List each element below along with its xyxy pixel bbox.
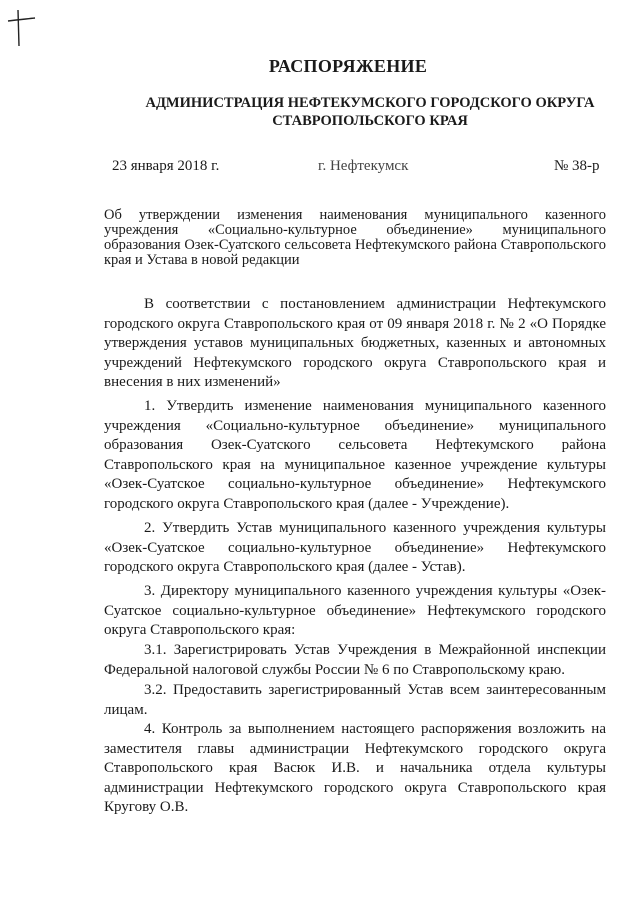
organization-line-1: АДМИНИСТРАЦИЯ НЕФТЕКУМСКОГО ГОРОДСКОГО ОКРУГА [145, 95, 595, 111]
document-date: 23 января 2018 г. [112, 158, 220, 174]
document-subject: Об утверждении изменения наименования муниципального казенного учреждения «Социально-культурное объединение» муниципального образования Озек-Суатского сельсовета Нефтекумского района Ставропольского края и Устава в новой редакции [104, 207, 606, 268]
issuing-organization [100, 94, 640, 130]
item-3-2-paragraph [104, 681, 606, 720]
item-3-1-paragraph [104, 641, 606, 680]
organization-line-2: СТАВРОПОЛЬСКОГО КРАЯ [272, 113, 468, 129]
item-4-paragraph: 4. Контроль за выполнением настоящего распоряжения возложить на заместителя главы администрации Нефтекумского городского округа Ставропольского края Васюк И.В. и начальника отдела культуры администрации Нефтекумского городского округа Ставропольского края Кругову О.В. [104, 721, 606, 816]
item-3-2-text: 3.2. Предоставить зарегистрированный Устав всем заинтересованным лицам. [104, 682, 606, 718]
item-2-paragraph: 2. Утвердить Устав муниципального казенного учреждения культуры «Озек-Суатское социально-культурное объединение» Нефтекумского городского округа Ставропольского края (далее - Устав). [104, 520, 606, 576]
item-1-paragraph: 1. Утвердить изменение наименования муниципального казенного учреждения «Социально-культурное объединение» муниципального образования Озек-Суатского сельсовета Нефтекумского района Ставропольского края на муниципальное казенное учреждение культуры «Озек-Суатское социально-культурное объединение» Нефтекумского городского округа Ставропольского края (далее - Учреждение). [104, 398, 606, 512]
preamble-paragraph: В соответствии с постановлением администрации Нефтекумского городского округа Ставропольского края от 09 января 2018 г. № 2 «О Порядке утверждения уставов муниципальных бюджетных, казенных и автономных учреждений Нефтекумского городского округа Ставропольского края и внесения в них изменений» [104, 296, 606, 391]
item-3-1-text: 3.1. Зарегистрировать Устав Учреждения в Межрайонной инспекции Федеральной налоговой службы России № 6 по Ставропольскому краю. [104, 642, 606, 678]
handwritten-cross-mark [6, 8, 36, 48]
document-number: № 38-р [554, 158, 600, 174]
document-title: РАСПОРЯЖЕНИЕ [268, 56, 428, 76]
item-3-paragraph: 3. Директору муниципального казенного учреждения культуры «Озек-Суатское социально-культурное объединение» Нефтекумского городского округа Ставропольского края: [104, 583, 606, 639]
document-city: г. Нефтекумск [318, 158, 409, 174]
